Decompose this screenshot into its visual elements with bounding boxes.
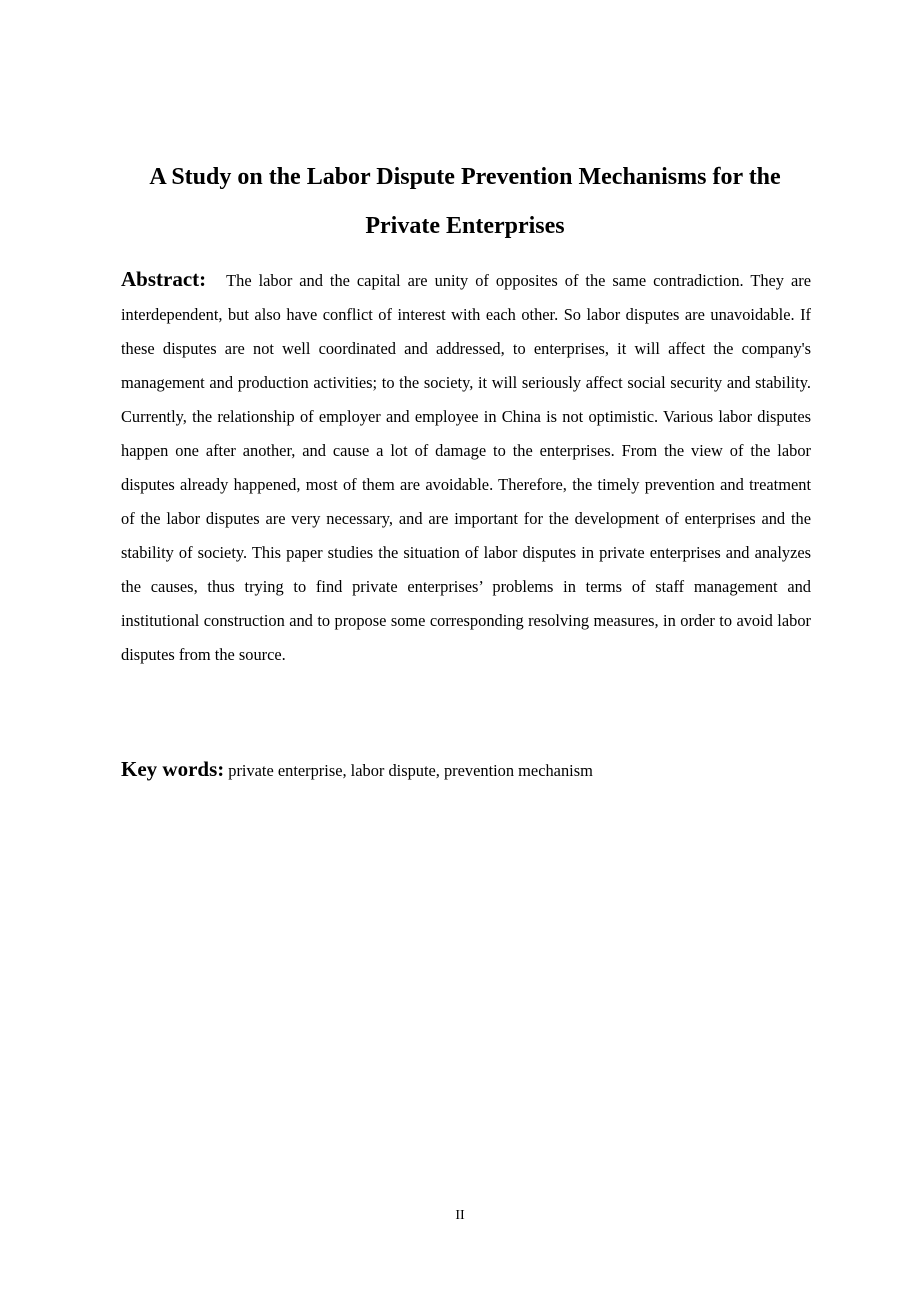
keywords-label: Key words:	[121, 757, 225, 781]
abstract-label: Abstract:	[121, 267, 207, 291]
paper-title-line-1: A Study on the Labor Dispute Prevention Mechanisms for the	[149, 164, 781, 190]
keywords-text: private enterprise, labor dispute, prevention mechanism	[228, 761, 593, 780]
abstract-paragraph	[121, 262, 811, 672]
paper-title-line-2: Private Enterprises	[365, 213, 565, 239]
abstract-text: The labor and the capital are unity of opposites of the same contradiction. They are interdependent, but also have conflict of interest with each other. So labor disputes are unavoidable. If these disputes are not well coordinated and addressed, to enterprises, it will affect the company's management and production activities; to the society, it will seriously affect social security and stability. Currently, the relationship of employer and employee in China is not optimistic. Various labor disputes happen one after another, and cause a lot of damage to the enterprises. From the view of the labor disputes already happened, most of them are avoidable. Therefore, the timely prevention and treatment of the labor disputes are very necessary, and are important for the development of enterprises and the stability of society. This paper studies the situation of labor disputes in private enterprises and analyzes the causes, thus trying to find private enterprises’ problems in terms of staff management and institutional construction and to propose some corresponding resolving measures, in order to avoid labor disputes from the source.	[121, 271, 811, 664]
page-number: II	[455, 1208, 465, 1223]
keywords-paragraph	[121, 754, 811, 786]
